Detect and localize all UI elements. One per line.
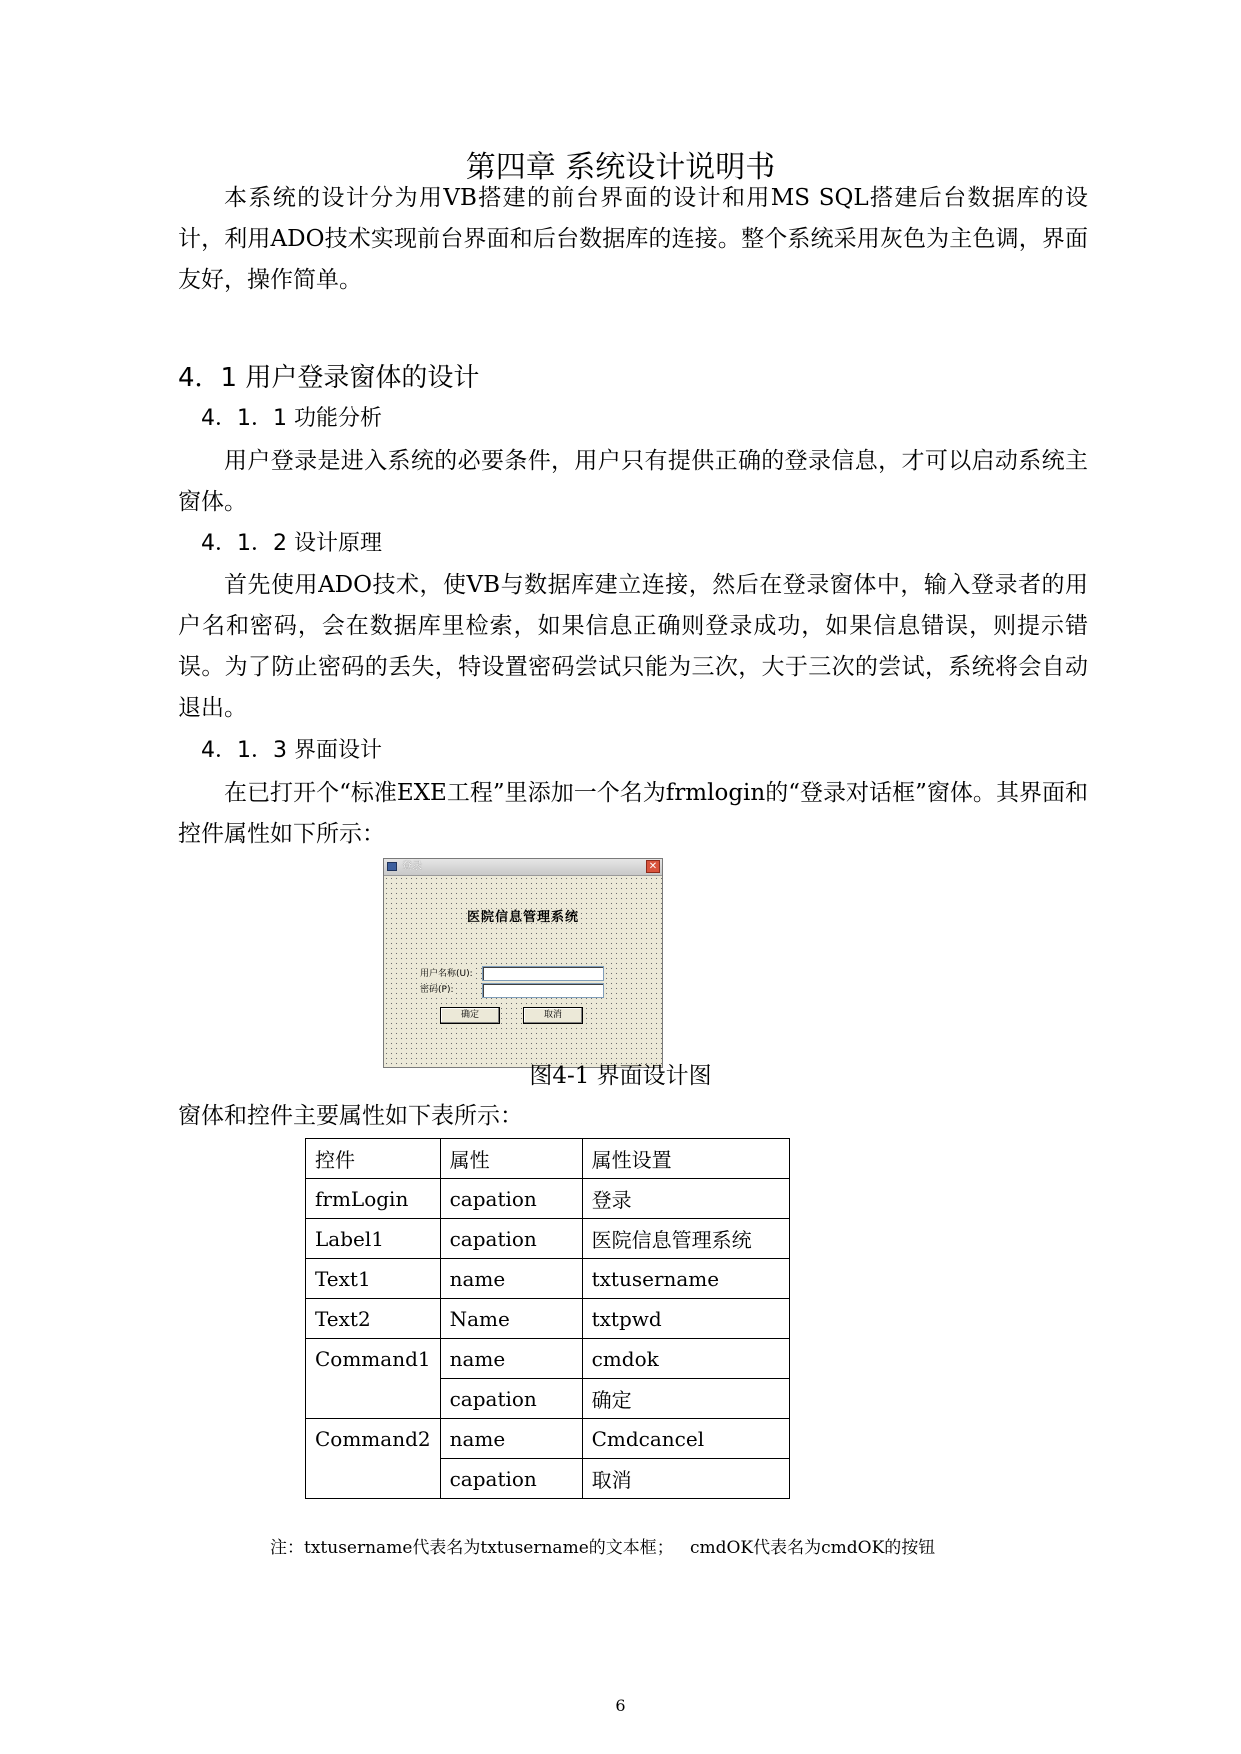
cell-control: Label1 — [306, 1219, 441, 1259]
subsection-heading-4-1-3: 4．1．3 界面设计 — [201, 738, 382, 763]
cell-value: cmdok — [582, 1339, 789, 1379]
properties-table — [305, 1138, 790, 1499]
cell-value: 登录 — [582, 1179, 789, 1219]
cell-control: Text2 — [306, 1299, 441, 1339]
cell-property: capation — [440, 1379, 582, 1419]
cell-property: name — [440, 1419, 582, 1459]
subsection-heading-4-1-2: 4．1．2 设计原理 — [201, 531, 382, 556]
cell-value: Cmdcancel — [582, 1419, 789, 1459]
login-form-figure — [383, 858, 663, 1068]
cell-control: Command1 — [306, 1339, 441, 1419]
window-app-icon — [387, 862, 397, 871]
cell-value: 医院信息管理系统 — [582, 1219, 789, 1259]
app-name-label: 医院信息管理系统 — [466, 910, 579, 925]
function-analysis-paragraph: 用户登录是进入系统的必要条件，用户只有提供正确的登录信息，才可以启动系统主窗体。 — [178, 448, 1088, 515]
table-row — [306, 1419, 790, 1459]
chapter-title: 第四章 系统设计说明书 — [465, 150, 776, 185]
figure-caption: 图4-1 界面设计图 — [529, 1063, 712, 1089]
close-icon[interactable]: ✕ — [646, 860, 660, 873]
table-row — [306, 1179, 790, 1219]
password-label: 密码(P): — [420, 985, 454, 995]
cell-value: 确定 — [582, 1379, 789, 1419]
header-control: 控件 — [306, 1139, 441, 1179]
cell-value: 取消 — [582, 1459, 789, 1499]
cancel-button[interactable]: 取消 — [523, 1007, 583, 1024]
cell-control: Text1 — [306, 1259, 441, 1299]
table-note: 注：txtusername代表名为txtusername的文本框； cmdOK代表名为cmdOK的按钮 — [270, 1538, 936, 1558]
header-property: 属性 — [440, 1139, 582, 1179]
design-principle-paragraph: 首先使用ADO技术，使VB与数据库建立连接，然后在登录窗体中，输入登录者的用户名和密码，会在数据库里检索，如果信息正确则登录成功，如果信息错误，则提示错误。为了防止密码的丢失，特设置密码尝试只能为三次，大于三次的尝试，系统将会自动退出。 — [178, 572, 1088, 721]
section-heading-4-1: 4．1 用户登录窗体的设计 — [178, 363, 480, 393]
table-header-row — [306, 1139, 790, 1179]
cell-property: capation — [440, 1219, 582, 1259]
cell-property: Name — [440, 1299, 582, 1339]
page-number: 6 — [615, 1696, 626, 1715]
form-title-bar — [384, 859, 662, 876]
username-input[interactable] — [482, 966, 604, 981]
table-row — [306, 1219, 790, 1259]
table-row — [306, 1299, 790, 1339]
header-setting: 属性设置 — [582, 1139, 789, 1179]
table-row — [306, 1259, 790, 1299]
form-title: 登录 — [402, 861, 422, 872]
subsection-heading-4-1-1: 4．1．1 功能分析 — [201, 406, 382, 431]
table-intro: 窗体和控件主要属性如下表所示： — [178, 1103, 523, 1129]
ok-button[interactable]: 确定 — [440, 1007, 500, 1024]
cell-property: name — [440, 1259, 582, 1299]
username-label: 用户名称(U): — [420, 969, 473, 979]
cell-value: txtusername — [582, 1259, 789, 1299]
cell-property: capation — [440, 1459, 582, 1499]
cell-value: txtpwd — [582, 1299, 789, 1339]
interface-design-paragraph: 在已打开个“标准EXE工程”里添加一个名为frmlogin的“登录对话框”窗体。其界面和控件属性如下所示： — [178, 780, 1088, 847]
cell-control: Command2 — [306, 1419, 441, 1499]
cell-property: name — [440, 1339, 582, 1379]
form-client-area — [384, 876, 662, 1067]
cell-property: capation — [440, 1179, 582, 1219]
intro-paragraph: 本系统的设计分为用VB搭建的前台界面的设计和用MS SQL搭建后台数据库的设计，利用ADO技术实现前台界面和后台数据库的连接。整个系统采用灰色为主色调，界面友好，操作简单。 — [178, 185, 1088, 293]
password-input[interactable] — [482, 983, 604, 998]
cell-control: frmLogin — [306, 1179, 441, 1219]
table-row — [306, 1339, 790, 1379]
